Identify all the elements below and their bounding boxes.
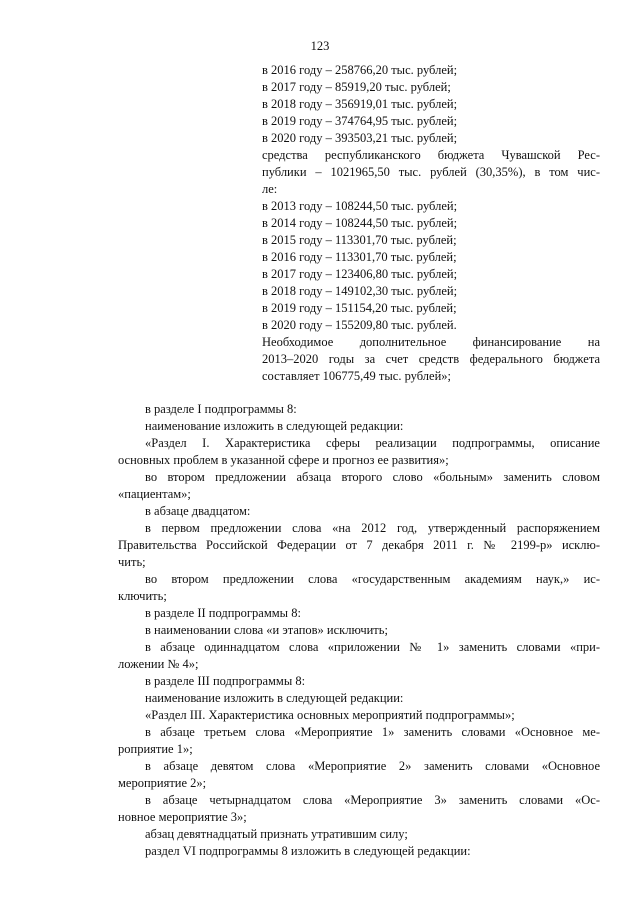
body-line: Правительства Российской Федерации от 7 декабря 2011 г. № 2199-р» исклю- (118, 538, 600, 552)
body-line: ключить; (118, 589, 167, 603)
additional-financing-line-3: составляет 106775,49 тыс. рублей»; (262, 369, 452, 383)
additional-financing-line-1: Необходимое дополнительное финансирование на (262, 335, 600, 349)
body-line: в разделе III подпрограммы 8: (145, 674, 306, 688)
body-line: мероприятие 2»; (118, 776, 207, 790)
page-number: 123 (310, 39, 330, 53)
republic-2017: в 2017 году – 123406,80 тыс. рублей; (262, 267, 458, 281)
financing-federal-2020: в 2020 году – 393503,21 тыс. рублей; (262, 131, 458, 145)
republic-2014: в 2014 году – 108244,50 тыс. рублей; (262, 216, 458, 230)
financing-federal-2017: в 2017 году – 85919,20 тыс. рублей; (262, 80, 451, 94)
body-line: в наименовании слова «и этапов» исключить; (145, 623, 388, 637)
body-line: «Раздел III. Характеристика основных мероприятий подпрограммы»; (145, 708, 515, 722)
republic-2018: в 2018 году – 149102,30 тыс. рублей; (262, 284, 458, 298)
republic-2016: в 2016 году – 113301,70 тыс. рублей; (262, 250, 457, 264)
republic-intro-line-3: ле: (262, 182, 278, 196)
body-line: в первом предложении слова «на 2012 год, утвержденный распоряжением (145, 521, 600, 535)
body-line: в абзаце двадцатом: (145, 504, 251, 518)
republic-intro-line-2: публики – 1021965,50 тыс. рублей (30,35%), в том чис- (262, 165, 600, 179)
republic-2020: в 2020 году – 155209,80 тыс. рублей. (262, 318, 457, 332)
body-line: чить; (118, 555, 146, 569)
body-line: основных проблем в указанной сфере и прогноз ее развития»; (118, 453, 449, 467)
body-line: новное мероприятие 3»; (118, 810, 247, 824)
additional-financing-line-2: 2013–2020 годы за счет средств федерального бюджета (262, 352, 600, 366)
body-line: ложении № 4»; (118, 657, 199, 671)
body-line: в разделе II подпрограммы 8: (145, 606, 301, 620)
body-line: в абзаце девятом слова «Мероприятие 2» заменить словами «Основное (145, 759, 600, 773)
republic-2015: в 2015 году – 113301,70 тыс. рублей; (262, 233, 457, 247)
body-line: «Раздел I. Характеристика сферы реализации подпрограммы, описание (145, 436, 600, 450)
body-line: наименование изложить в следующей редакции: (145, 691, 404, 705)
body-line: абзац девятнадцатый признать утратившим силу; (145, 827, 408, 841)
republic-2013: в 2013 году – 108244,50 тыс. рублей; (262, 199, 458, 213)
financing-federal-2018: в 2018 году – 356919,01 тыс. рублей; (262, 97, 458, 111)
republic-intro-line-1: средства республиканского бюджета Чувашской Рес- (262, 148, 600, 162)
body-line: в абзаце четырнадцатом слова «Мероприятие 3» заменить словами «Ос- (145, 793, 600, 807)
body-line: раздел VI подпрограммы 8 изложить в следующей редакции: (145, 844, 471, 858)
body-line: во втором предложении абзаца второго слово «больным» заменить словом (145, 470, 600, 484)
body-line: «пациентам»; (118, 487, 191, 501)
body-line: наименование изложить в следующей редакции: (145, 419, 404, 433)
republic-2019: в 2019 году – 151154,20 тыс. рублей; (262, 301, 457, 315)
body-line: в абзаце одиннадцатом слова «приложении № 1» заменить словами «при- (145, 640, 600, 654)
body-line: в абзаце третьем слова «Мероприятие 1» заменить словами «Основное ме- (145, 725, 600, 739)
financing-federal-2016: в 2016 году – 258766,20 тыс. рублей; (262, 63, 458, 77)
financing-federal-2019: в 2019 году – 374764,95 тыс. рублей; (262, 114, 458, 128)
body-line: роприятие 1»; (118, 742, 193, 756)
body-line: в разделе I подпрограммы 8: (145, 402, 297, 416)
body-line: во втором предложении слова «государственным академиям наук,» ис- (145, 572, 600, 586)
